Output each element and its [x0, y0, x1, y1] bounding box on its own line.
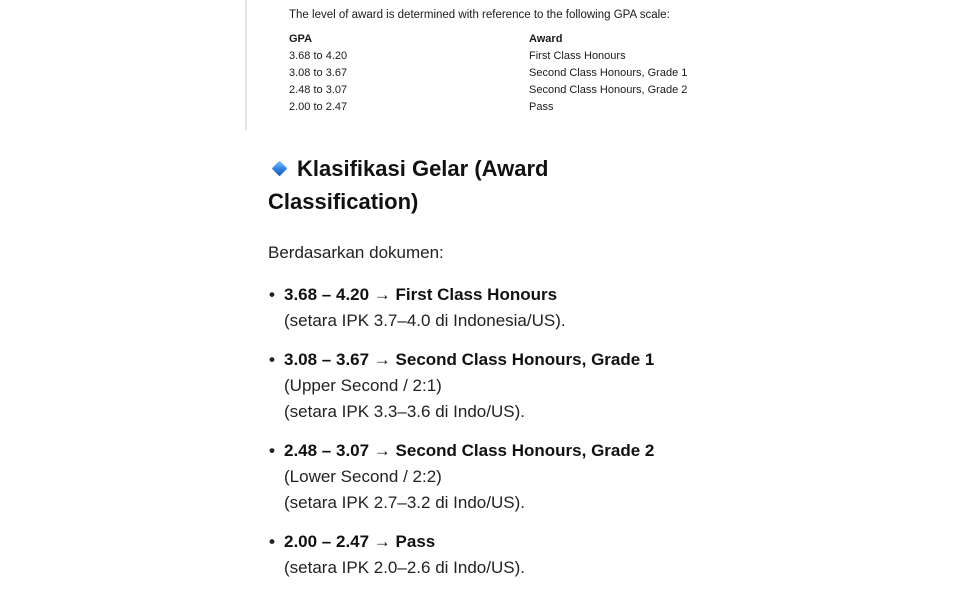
award-note: (setara IPK 3.7–4.0 di Indonesia/US). — [284, 311, 566, 330]
gpa-range-cell: 2.48 to 3.07 — [289, 83, 348, 96]
table-row — [289, 64, 687, 81]
bullet: • — [269, 532, 275, 551]
award-title: 2.00 – 2.47 → Pass — [284, 532, 436, 551]
award-note: (setara IPK 2.0–2.6 di Indo/US). — [284, 558, 525, 577]
list-item — [268, 282, 654, 334]
gpa-column-header: GPA — [289, 32, 313, 45]
gpa-scale-table — [289, 30, 687, 115]
table-row — [289, 81, 687, 98]
section-heading-text: Klasifikasi Gelar (Award Classification) — [268, 156, 549, 214]
table-header-row — [289, 30, 687, 47]
bullet: • — [269, 350, 275, 369]
award-note: (setara IPK 3.3–3.6 di Indo/US). — [284, 402, 525, 421]
bullet: • — [269, 285, 275, 304]
section-heading — [268, 152, 598, 218]
award-cell: First Class Honours — [529, 49, 626, 62]
award-cell: Second Class Honours, Grade 2 — [529, 83, 688, 96]
award-cell: Pass — [529, 100, 554, 113]
list-item — [268, 529, 654, 581]
award-note: (Upper Second / 2:1) — [284, 376, 442, 395]
gpa-scale-intro: The level of award is determined with reference to the following GPA scale: — [289, 9, 670, 21]
bullet: • — [269, 441, 275, 460]
award-note: (setara IPK 2.7–3.2 di Indo/US). — [284, 493, 525, 512]
table-row — [289, 47, 687, 64]
gpa-range-cell: 3.68 to 4.20 — [289, 49, 348, 62]
document-excerpt — [245, 0, 715, 130]
gpa-range-cell: 2.00 to 2.47 — [289, 100, 348, 113]
award-cell: Second Class Honours, Grade 1 — [529, 66, 688, 79]
gpa-range-cell: 3.08 to 3.67 — [289, 66, 348, 79]
list-item — [268, 347, 654, 425]
award-column-header: Award — [529, 32, 563, 45]
award-note: (Lower Second / 2:2) — [284, 467, 442, 486]
intro-text: Berdasarkan dokumen: — [268, 243, 444, 262]
award-list — [268, 282, 654, 581]
excerpt-divider — [245, 0, 247, 130]
award-title: 2.48 – 3.07 → Second Class Honours, Grade 2 — [284, 441, 655, 460]
award-title: 3.08 – 3.67 → Second Class Honours, Grade 1 — [284, 350, 655, 369]
blue-diamond-icon — [272, 161, 288, 177]
list-item — [268, 438, 654, 516]
award-title: 3.68 – 4.20 → First Class Honours — [284, 285, 558, 304]
table-row — [289, 98, 687, 115]
